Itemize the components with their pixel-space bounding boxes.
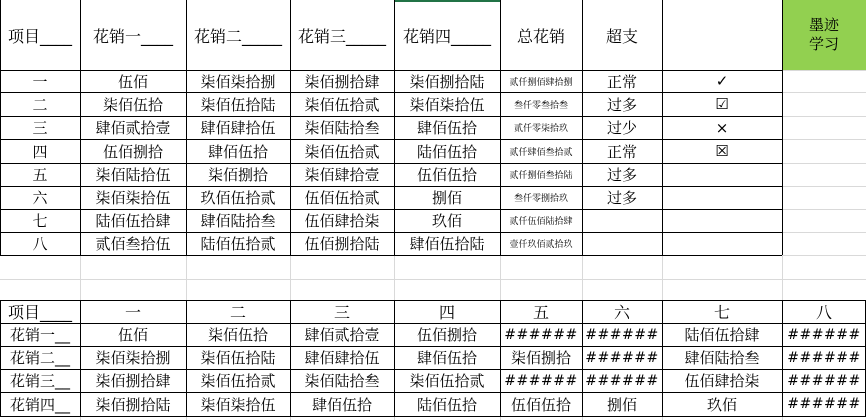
bottom-cell-r2-c1[interactable]: 柒佰捌拾肆 [95,372,171,390]
top-cell-r5-total[interactable]: 叁仟零捌拾玖 [513,194,568,204]
top-cell-r4-over[interactable]: 过多 [606,166,637,184]
top-cell-r5-c4[interactable]: 捌佰 [431,189,462,207]
bottom-cell-r3-c8[interactable]: ###### [787,396,861,412]
border-vertical [662,300,663,416]
top-cell-r1-c1[interactable]: 柒佰伍拾 [102,95,163,114]
empty-mark-cell[interactable] [662,186,782,209]
top-cell-r4-c2[interactable]: 柒佰捌拾 [207,166,268,184]
top-header-col-4[interactable]: 花销四_____ [402,26,491,46]
bottom-cell-r3-c1[interactable]: 柒佰捌拾陆 [95,395,171,414]
border-vertical [186,300,187,416]
bottom-cell-r2-c6[interactable]: ###### [585,372,659,389]
bottom-header-col-7[interactable]: 七 [713,303,730,322]
bottom-cell-r1-c3[interactable]: 肆佰肆拾伍 [304,349,380,367]
top-cell-r7-item[interactable]: 八 [32,235,48,253]
bottom-cell-r3-c3[interactable]: 肆佰伍拾 [311,395,372,414]
border-horizontal [0,139,782,140]
bottom-header-col-2[interactable]: 二 [229,303,246,322]
top-cell-r3-c4[interactable]: 陆佰伍拾 [416,142,477,161]
gridline-horizontal [0,279,866,280]
top-cell-r7-c4[interactable]: 肆佰伍拾陆 [409,235,485,253]
border-horizontal [0,392,866,393]
empty-mark-cell[interactable] [662,232,782,255]
bottom-cell-r3-c4[interactable]: 陆佰伍拾 [416,395,477,414]
top-header-col-7[interactable] [662,0,782,70]
border-horizontal [0,346,866,347]
bottom-cell-r2-c3[interactable]: 柒佰陆拾叁 [304,372,380,390]
top-cell-r6-total[interactable]: 贰仟伍佰陆拾肆 [509,217,573,227]
top-cell-r0-c1[interactable]: 伍佰 [117,72,148,91]
border-vertical [582,300,583,416]
border-vertical [0,0,1,255]
bottom-header-col-5[interactable]: 五 [532,303,549,322]
top-cell-r4-c3[interactable]: 柒佰肆拾壹 [304,166,380,184]
top-header-col-5[interactable]: 总花销 [516,26,565,46]
bottom-cell-r1-c6[interactable]: ###### [585,349,659,366]
top-cell-r4-item[interactable]: 五 [32,166,48,184]
border-vertical [0,300,1,416]
border-horizontal [0,92,782,93]
border-vertical [394,0,395,255]
bottom-header-col-3[interactable]: 三 [333,303,350,322]
border-vertical [782,300,783,416]
brand-label-line: 墨迹 [808,16,839,34]
bottom-cell-r3-c0[interactable]: 花销四__ [9,395,70,414]
bottom-cell-r0-c2[interactable]: 柒佰伍拾 [207,326,268,344]
border-horizontal [0,323,866,324]
top-cell-r2-c1[interactable]: 肆佰贰拾壹 [95,119,171,137]
bottom-cell-r0-c5[interactable]: ###### [504,326,578,343]
bottom-cell-r2-c7[interactable]: 伍佰肆拾柒 [684,372,760,390]
top-cell-r4-total[interactable]: 贰仟捌佰叁拾陆 [509,171,573,181]
border-horizontal [0,70,782,71]
top-cell-r0-c3[interactable]: 柒佰捌拾肆 [304,72,380,91]
top-cell-r5-c1[interactable]: 柒佰柒拾伍 [95,189,171,207]
top-cell-r7-c2[interactable]: 陆佰伍拾贰 [200,235,276,253]
top-cell-r2-item[interactable]: 三 [32,119,48,137]
border-horizontal [0,163,782,164]
top-cell-r6-c3[interactable]: 伍佰肆拾柒 [304,212,380,230]
bottom-cell-r1-c8[interactable]: ###### [787,349,861,366]
cross-icon[interactable]: × [715,118,729,137]
top-cell-r0-c4[interactable]: 柒佰捌拾陆 [409,72,485,91]
top-cell-r7-c1[interactable]: 贰佰叁拾伍 [95,235,171,253]
bottom-cell-r1-c7[interactable]: 肆佰陆拾叁 [684,349,760,367]
top-cell-r5-c3[interactable]: 伍佰伍拾贰 [304,189,380,207]
border-horizontal [0,116,782,117]
bottom-cell-r1-c2[interactable]: 柒佰伍拾陆 [200,349,276,367]
border-horizontal [0,369,866,370]
top-cell-r0-total[interactable]: 贰仟捌佰肆拾捌 [509,77,573,88]
top-cell-r7-total[interactable]: 壹仟玖佰贰拾玖 [509,240,573,250]
top-cell-r3-total[interactable]: 贰仟肆佰叁拾贰 [509,147,573,158]
bottom-cell-r0-c3[interactable]: 肆佰贰拾壹 [304,326,380,344]
border-horizontal [0,232,782,233]
bottom-cell-r1-c1[interactable]: 柒佰柒拾捌 [95,349,171,367]
border-vertical [80,300,81,416]
top-cell-r0-over[interactable]: 正常 [606,72,637,91]
top-cell-r2-total[interactable]: 贰仟零柒拾玖 [513,124,568,134]
brand-label-line: 学习 [808,35,839,53]
bottom-cell-r2-c0[interactable]: 花销三__ [9,372,70,390]
top-cell-r2-c2[interactable]: 肆佰肆拾伍 [200,119,276,137]
bottom-cell-r0-c4[interactable]: 伍佰捌拾 [416,326,477,344]
top-cell-r0-item[interactable]: 一 [32,72,48,91]
top-cell-r3-c1[interactable]: 伍佰捌拾 [102,142,163,161]
top-cell-r1-item[interactable]: 二 [32,95,48,114]
bottom-cell-r0-c7[interactable]: 陆佰伍拾肆 [684,326,760,344]
top-cell-r5-over[interactable]: 过多 [606,189,637,207]
top-cell-r4-c1[interactable]: 柒佰陆拾伍 [95,166,171,184]
bottom-cell-r3-c5[interactable]: 伍佰伍拾 [510,395,571,414]
top-cell-r1-c2[interactable]: 柒佰伍拾陆 [200,95,276,114]
border-vertical [782,0,783,255]
bottom-cell-r1-c4[interactable]: 肆佰伍拾 [416,349,477,367]
top-cell-r3-over[interactable]: 正常 [606,142,637,161]
border-vertical [394,300,395,416]
top-cell-r3-c2[interactable]: 肆佰伍拾 [207,142,268,161]
top-cell-r5-item[interactable]: 六 [32,189,48,207]
top-cell-r6-c1[interactable]: 陆佰伍拾肆 [95,212,171,230]
crossed-box-icon[interactable]: ☒ [715,142,729,160]
border-vertical [290,0,291,255]
top-cell-r4-c4[interactable]: 伍佰伍拾 [416,166,477,184]
bottom-cell-r1-c5[interactable]: 柒佰捌拾 [510,349,571,367]
bottom-cell-r2-c8[interactable]: ###### [787,372,861,389]
border-vertical [500,300,501,416]
border-vertical [500,0,501,255]
border-vertical [662,0,663,255]
border-vertical [186,0,187,255]
top-cell-r1-over[interactable]: 过多 [606,95,637,114]
top-header-col-6[interactable]: 超支 [605,26,638,46]
empty-mark-cell[interactable] [662,163,782,186]
bottom-cell-r0-c8[interactable]: ###### [787,326,861,343]
bottom-cell-r0-c1[interactable]: 伍佰 [117,326,148,344]
top-cell-r1-c3[interactable]: 柒佰伍拾贰 [304,95,380,114]
border-horizontal [0,186,782,187]
bottom-header-col-6[interactable]: 六 [613,303,630,322]
brand-cell-mojixuexi [782,0,866,70]
bottom-cell-r0-c0[interactable]: 花销一__ [9,326,70,344]
border-vertical [582,0,583,255]
bottom-header-col-1[interactable]: 一 [124,303,141,322]
bottom-cell-r2-c4[interactable]: 柒佰伍拾贰 [409,372,485,390]
top-cell-r7-c3[interactable]: 伍佰捌拾陆 [304,235,380,253]
top-header-col-3[interactable]: 花销三_____ [297,26,386,46]
top-header-col-0[interactable]: 项目____ [7,26,72,46]
bottom-cell-r2-c2[interactable]: 柒佰伍拾贰 [200,372,276,390]
empty-mark-cell[interactable] [662,209,782,232]
top-cell-r1-total[interactable]: 叁仟零叁拾叁 [513,100,568,111]
bottom-cell-r3-c7[interactable]: 玖佰 [706,395,737,414]
bottom-cell-r0-c6[interactable]: ###### [585,326,659,343]
bottom-header-col-0[interactable]: 项目____ [7,303,72,322]
border-horizontal [0,209,782,210]
top-cell-r1-c4[interactable]: 柒佰柒拾伍 [409,95,485,114]
top-cell-r2-c4[interactable]: 肆佰伍拾 [416,119,477,137]
top-cell-r3-c3[interactable]: 柒佰伍拾贰 [304,142,380,161]
border-vertical [80,0,81,255]
bottom-cell-r1-c0[interactable]: 花销二__ [9,349,70,367]
top-cell-r6-item[interactable]: 七 [32,212,48,230]
top-cell-r6-c2[interactable]: 肆佰陆拾叁 [200,212,276,230]
bottom-header-col-4[interactable]: 四 [438,303,455,322]
border-horizontal [0,255,782,256]
top-cell-r6-over[interactable] [582,209,662,232]
top-cell-r7-over[interactable] [582,232,662,255]
top-cell-r6-c4[interactable]: 玖佰 [431,212,462,230]
top-cell-r0-c2[interactable]: 柒佰柒拾捌 [200,72,276,91]
top-header-col-1[interactable]: 花销一____ [92,26,173,46]
border-horizontal [0,416,866,417]
bottom-header-col-8[interactable]: 八 [815,303,832,322]
bottom-cell-r3-c2[interactable]: 柒佰柒拾伍 [200,395,276,414]
checked-box-icon[interactable]: ☑ [715,95,729,113]
border-vertical [290,300,291,416]
bottom-cell-r3-c6[interactable]: 捌佰 [606,395,637,414]
top-cell-r2-c3[interactable]: 柒佰陆拾叁 [304,119,380,137]
top-header-col-2[interactable]: 花销二_____ [193,26,282,46]
bottom-cell-r2-c5[interactable]: ###### [504,372,578,389]
top-cell-r2-over[interactable]: 过少 [606,119,637,137]
top-cell-r3-item[interactable]: 四 [32,142,48,161]
top-cell-r5-c2[interactable]: 玖佰伍拾贰 [200,189,276,207]
check-icon[interactable]: ✓ [715,72,729,90]
border-horizontal [0,300,866,301]
